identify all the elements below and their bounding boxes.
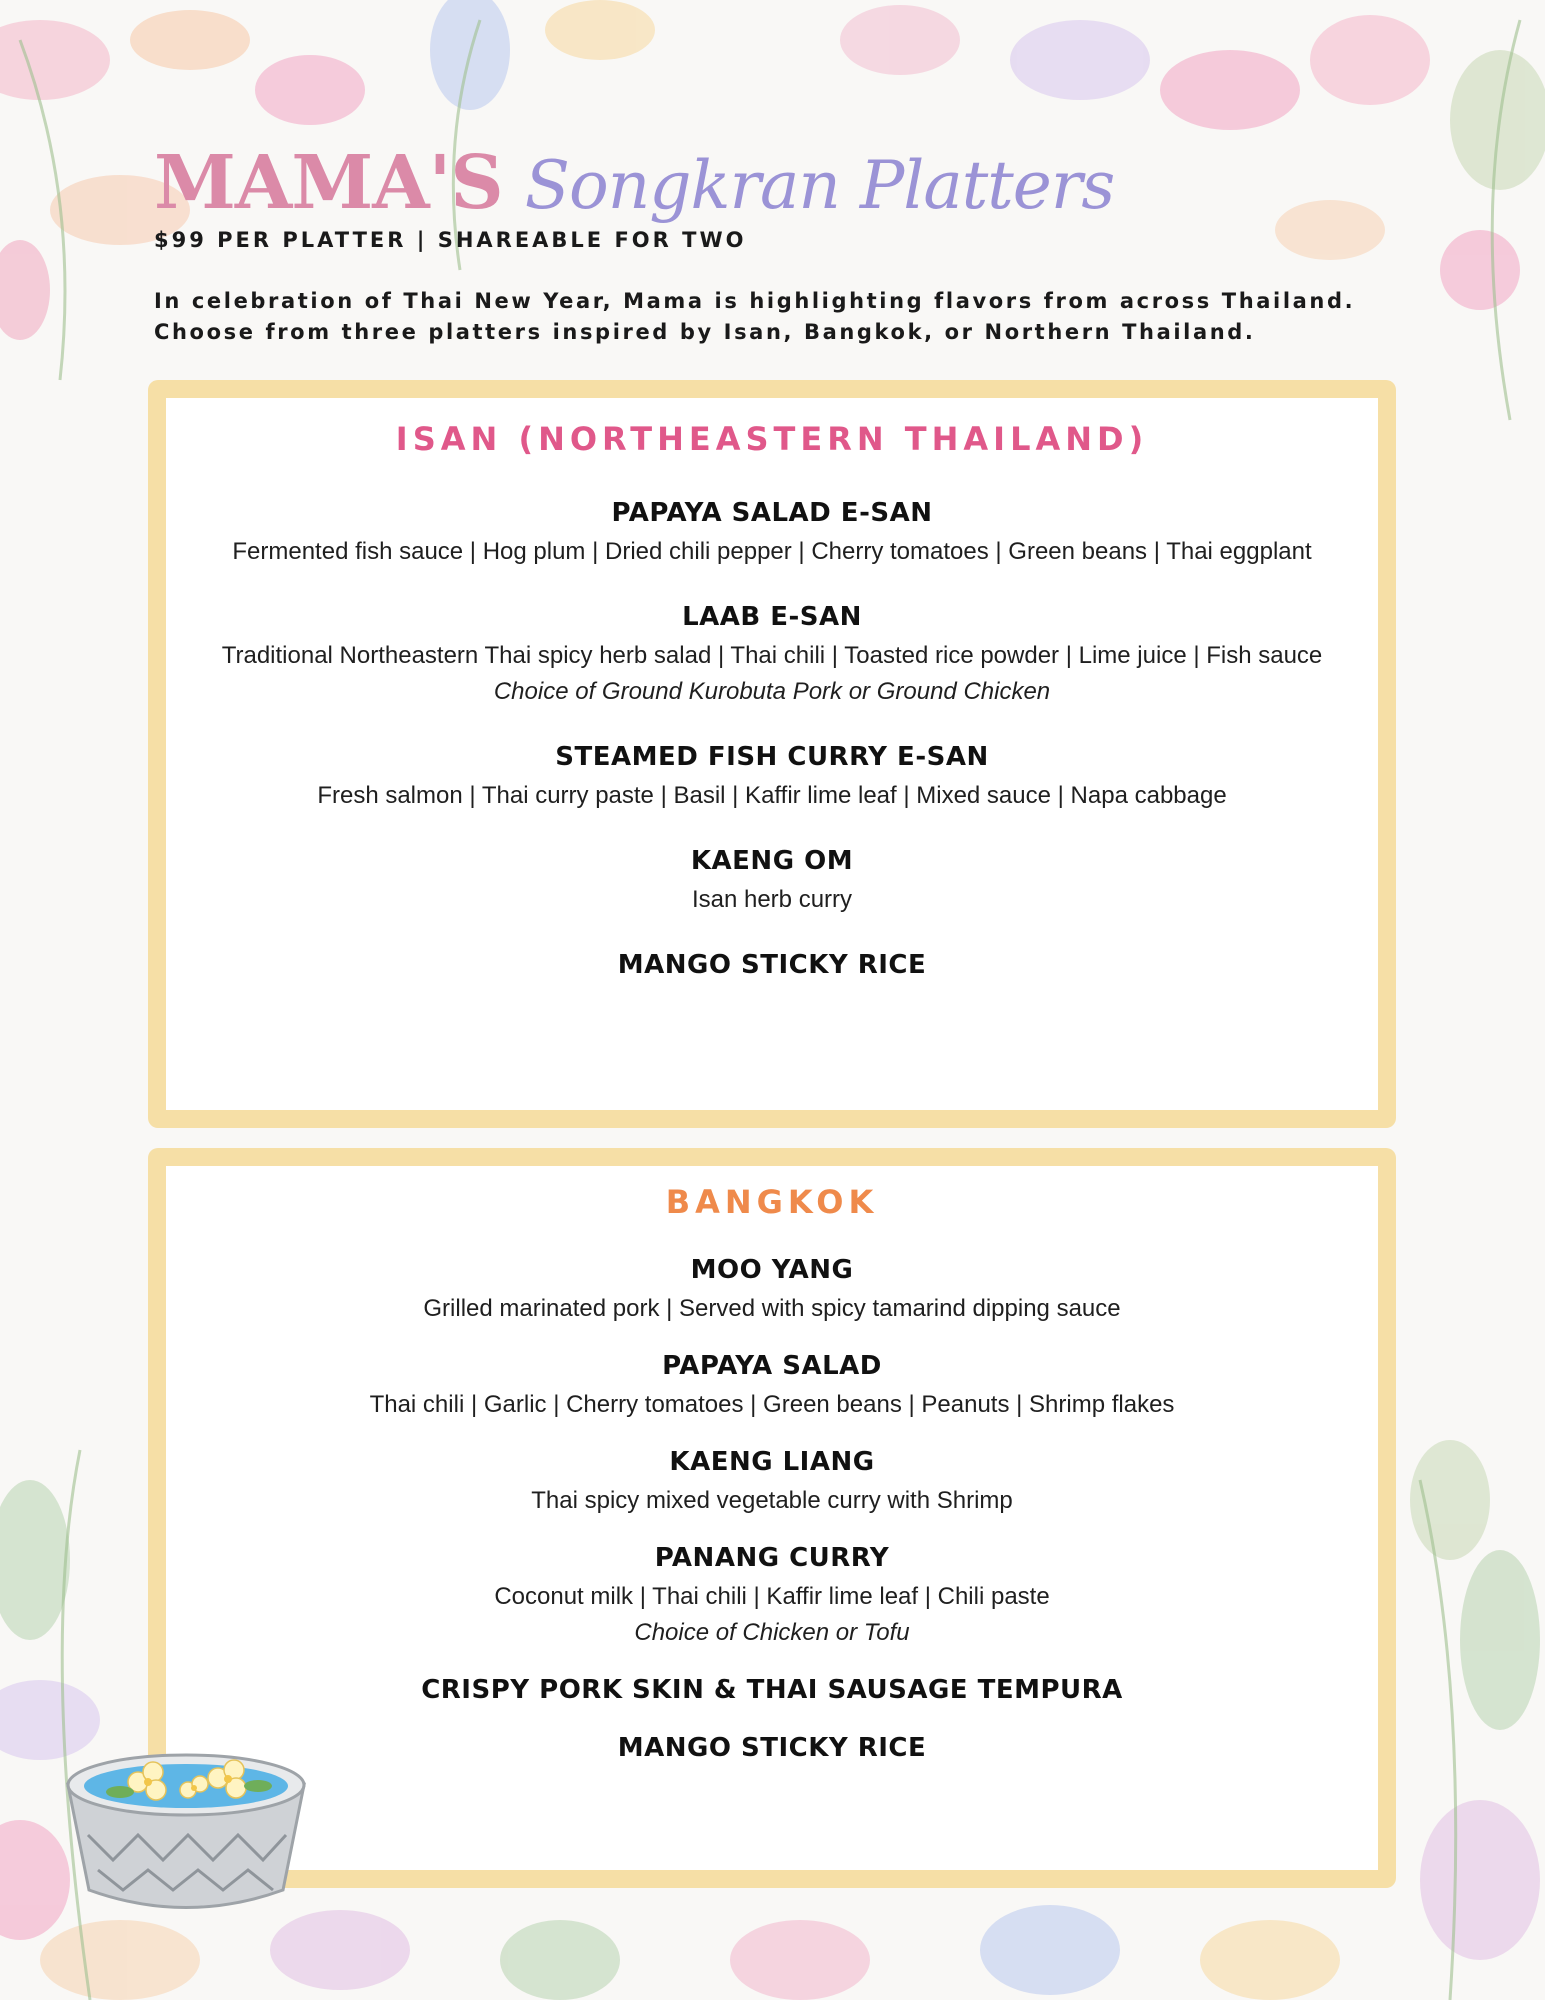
dish-name: KAENG OM [690,846,854,876]
dish-choice-note: Choice of Ground Kurobuta Pork or Ground Chicken [493,678,1051,705]
menu-item [166,950,1378,980]
dish-name: MANGO STICKY RICE [617,950,927,980]
dish-name: PAPAYA SALAD E-SAN [611,498,933,528]
menu-item [166,1255,1378,1323]
menu-header [154,140,1114,252]
dish-description: Thai spicy mixed vegetable curry with Shrimp [531,1487,1013,1514]
menu-item [166,742,1378,810]
bangkok-platter-title: BANGKOK [665,1183,879,1221]
menu-item [166,1351,1378,1419]
intro-text [154,286,1514,348]
menu-item [166,1447,1378,1515]
dish-name: PANANG CURRY [654,1543,890,1573]
dish-name: KAENG LIANG [669,1447,875,1477]
dish-name: MOO YANG [690,1255,854,1285]
dish-description: Thai chili | Garlic | Cherry tomatoes | Green beans | Peanuts | Shrimp flakes [369,1391,1175,1418]
title-row [154,140,1114,226]
dish-name: STEAMED FISH CURRY E-SAN [555,742,989,772]
menu-title: Songkran Platters [524,147,1115,224]
isan-platter-title: ISAN (NORTHEASTERN THAILAND) [395,420,1149,458]
dish-description: Grilled marinated pork | Served with spicy tamarind dipping sauce [423,1295,1121,1322]
isan-platter-panel [148,380,1396,1128]
dish-description: Coconut milk | Thai chili | Kaffir lime leaf | Chili paste [494,1583,1050,1610]
menu-item [166,1675,1378,1705]
dish-description: Isan herb curry [691,886,853,913]
dish-choice-note: Choice of Chicken or Tofu [634,1619,910,1646]
brand-name: MAMA'S [154,140,503,226]
menu-item [166,1543,1378,1647]
intro-line-1: In celebration of Thai New Year, Mama is highlighting flavors from across Thailand. [154,289,1356,313]
bangkok-platter-panel [148,1148,1396,1888]
dish-name: LAAB E-SAN [682,602,862,632]
menu-item [166,498,1378,566]
dish-name: MANGO STICKY RICE [617,1733,927,1763]
menu-item [166,1733,1378,1763]
price-line: $99 PER PLATTER | SHAREABLE FOR TWO [154,228,747,252]
dish-description: Fresh salmon | Thai curry paste | Basil | Kaffir lime leaf | Mixed sauce | Napa cabbage [317,782,1227,809]
menu-item [166,846,1378,914]
menu-item [166,602,1378,706]
dish-description: Fermented fish sauce | Hog plum | Dried chili pepper | Cherry tomatoes | Green beans | Thai eggplant [232,538,1312,565]
dish-name: CRISPY PORK SKIN & THAI SAUSAGE TEMPURA [421,1675,1123,1705]
dish-name: PAPAYA SALAD [662,1351,882,1381]
dish-description: Traditional Northeastern Thai spicy herb salad | Thai chili | Toasted rice powder | Lime juice | Fish sauce [221,642,1323,669]
water-bowl-icon [58,1740,314,1920]
intro-line-2: Choose from three platters inspired by Isan, Bangkok, or Northern Thailand. [154,320,1256,344]
